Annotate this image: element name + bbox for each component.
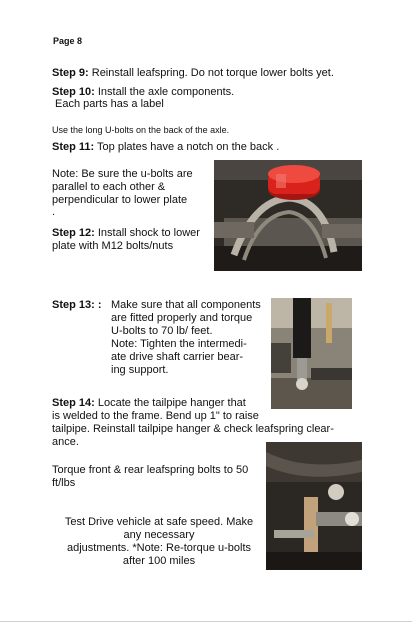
ubolt-note: Use the long U-bolts on the back of the axle.: [52, 125, 230, 135]
step-12-text: Install shock to lower: [97, 227, 200, 239]
note-ubolts-line-1: Note: Be sure the u-bolts are: [52, 168, 193, 180]
note-ubolts-line-2: parallel to each other &: [52, 181, 166, 193]
page-number: Page 8: [53, 36, 83, 46]
note-ubolts-line-3: perpendicular to lower plate: [52, 194, 188, 206]
step-12: [52, 227, 200, 239]
step-13-line-2: are fitted properly and torque: [111, 312, 253, 324]
photo-axle-red-cap: [214, 160, 362, 271]
step-13-line-5: ate drive shaft carrier bear-: [111, 351, 244, 363]
photo-tailpipe-hanger: [266, 442, 362, 570]
step-14-line-3: tailpipe. Reinstall tailpipe hanger & check leafspring clear-: [52, 423, 334, 435]
step-14-label: Step 14:: [52, 397, 95, 409]
step-12-label: Step 12:: [52, 227, 95, 239]
torque-note-line-1: Torque front & rear leafspring bolts to 50: [52, 464, 249, 476]
test-drive-line-4: after 100 miles: [122, 555, 196, 567]
step-14-line-2: is welded to the frame. Bend up 1" to raise: [52, 410, 259, 422]
step-10-text: Install the axle components.: [97, 86, 235, 98]
step-14: [52, 397, 246, 409]
test-drive-line-2: any necessary: [123, 529, 195, 541]
step-12-line-2: plate with M12 bolts/nuts: [52, 240, 174, 252]
torque-note-line-2: ft/lbs: [52, 477, 76, 489]
step-11-label: Step 11:: [52, 141, 95, 153]
step-14-line-1: Locate the tailpipe hanger that: [97, 397, 246, 409]
page-bottom-rule: [0, 621, 412, 622]
step-13-label: Step 13: :: [52, 299, 102, 311]
step-13-line-1: Make sure that all components: [111, 299, 261, 311]
step-10-line-2: Each parts has a label: [55, 98, 164, 110]
step-9-text: Reinstall leafspring. Do not torque lower bolts yet.: [91, 67, 334, 79]
note-ubolts-line-4: .: [52, 206, 56, 218]
test-drive-line-3: adjustments. *Note: Re-torque u-bolts: [66, 542, 252, 554]
photo-shock-absorber: [271, 298, 352, 409]
step-9: [52, 67, 334, 79]
step-11: [52, 141, 279, 153]
step-10-label: Step 10:: [52, 86, 95, 98]
step-13-line-4: Note: Tighten the intermedi-: [111, 338, 247, 350]
step-13-line-3: U-bolts to 70 lb/ feet.: [111, 325, 213, 337]
step-11-text: Top plates have a notch on the back .: [97, 141, 280, 153]
step-13-line-6: ing support.: [111, 364, 169, 376]
step-9-label: Step 9:: [52, 67, 89, 79]
test-drive-line-1: Test Drive vehicle at safe speed. Make: [64, 516, 254, 528]
step-10: [52, 86, 234, 98]
step-14-line-4: ance.: [52, 436, 79, 448]
